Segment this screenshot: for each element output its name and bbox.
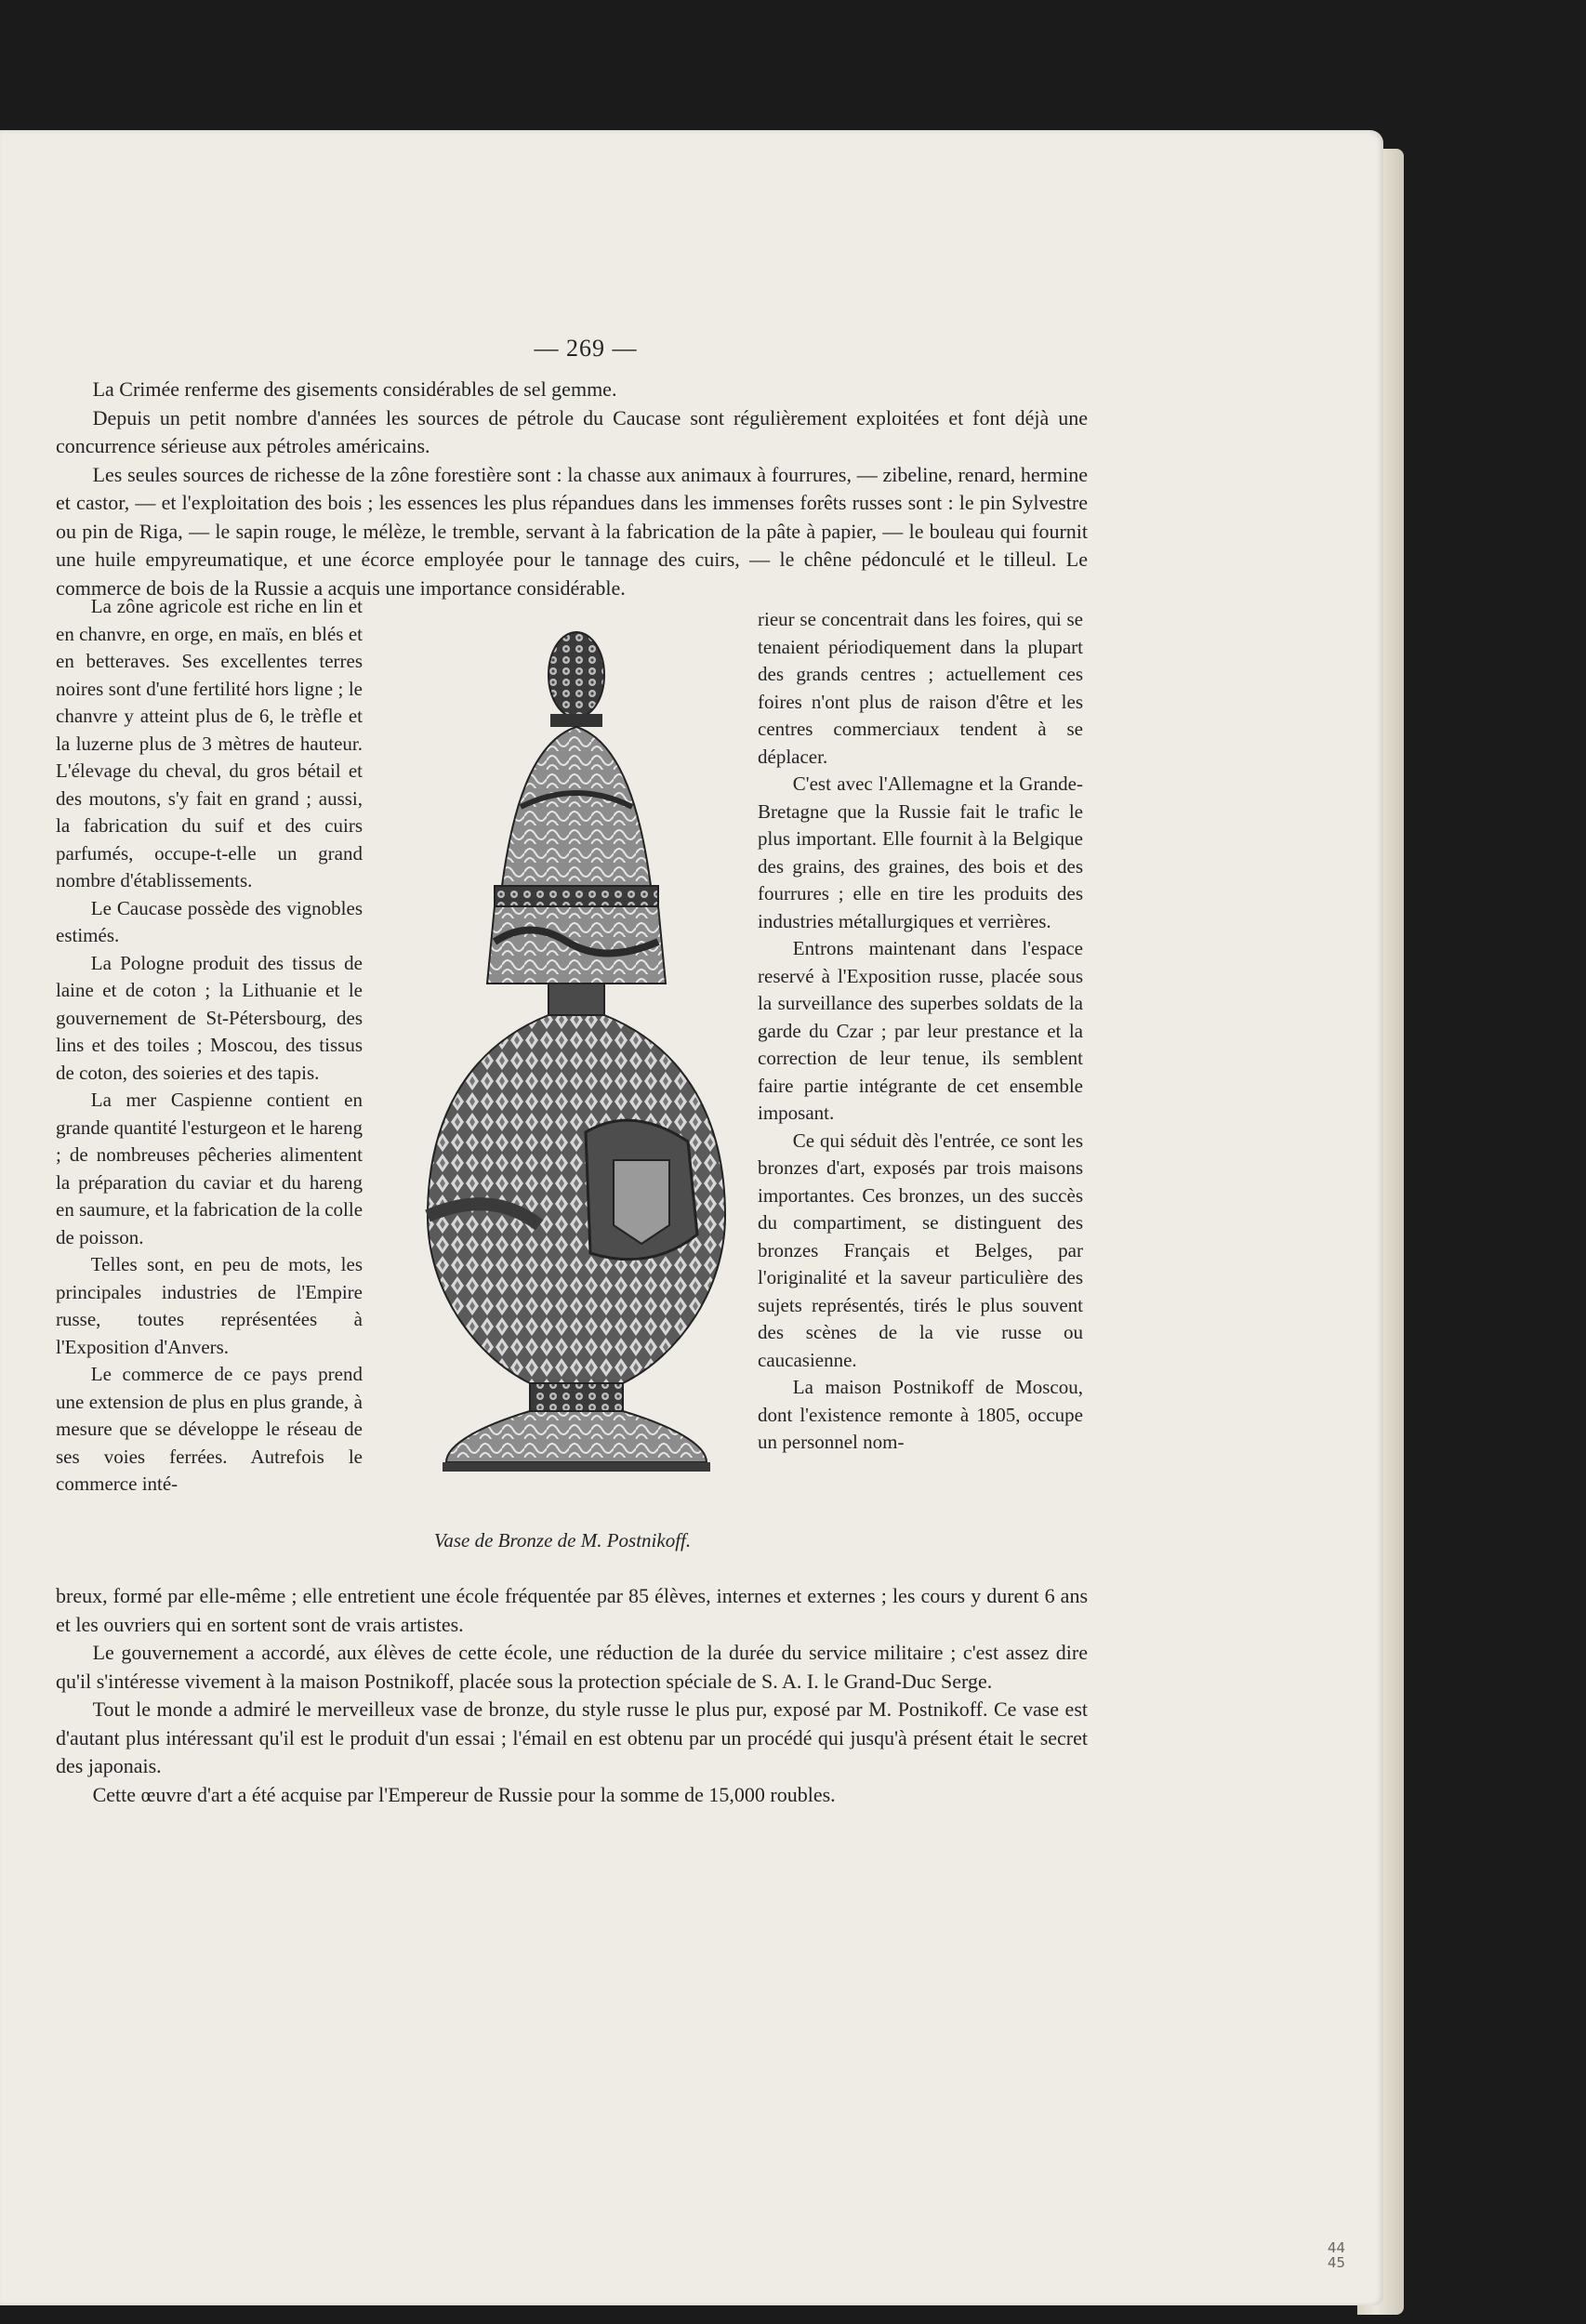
paragraph-caucase: Le Caucase possède des vignobles estimés.: [56, 896, 363, 946]
paragraph-commerce: Le commerce de ce pays prend une extension de plus en plus grande, à mesure que se développe le réseau de ses voies ferrées. Autrefois le commerce inté-: [56, 1363, 363, 1495]
paragraph-bronzes: Ce qui séduit dès l'entrée, ce sont les bronzes d'art, exposés par trois maisons importantes. Ces bronzes, un des succès du compartiment, se distinguent des bronzes Français et Belges, par l'originalité et la saveur particulière des sujets représentés, tirés le plus souvent des scènes de la vie russe ou caucasienne.: [758, 1129, 1083, 1371]
paragraph-caspienne: La mer Caspienne contient en grande quantité l'esturgeon et le hareng ; de nombreuses pêcheries alimentent la préparation du caviar et du hareng en saumure, et la fabrication de la colle de poisson.: [56, 1089, 363, 1248]
margin-note-top: 44: [1328, 2239, 1346, 2256]
paragraph-pologne: La Pologne produit des tissus de laine et de coton ; la Lithuanie et le gouvernement de St-Pétersbourg, des lins et des toiles ; Moscou, des tissus de coton, des soieries et des tapis.: [56, 951, 363, 1084]
margin-pencil-note: [1328, 2240, 1345, 2270]
paragraph-agricole: La zône agricole est riche en lin et en chanvre, en orge, en maïs, en blés et en betteraves. Ses excellentes terres noires sont d'une fertilité hors ligne ; le chanvre y atteint plus de 6, le trèfle et la luzerne plus de 3 mètres de hauteur. L'élevage du cheval, du gros bétail et des moutons, s'y fait en grand ; aussi, la fabrication du suif et des cuirs parfumés, occupe-t-elle un grand nombre d'établissements.: [56, 595, 363, 891]
paragraph-foret: Les seules sources de richesse de la zône forestière sont : la chasse aux animaux à fourrures, — zibeline, renard, hermine et castor, — et l'exploitation des bois ; les essences les plus répandues dans les immenses forêts russes sont : le pin Sylvestre ou pin de Riga, — le sapin rouge, le mélèze, le tremble, servant à la fabrication de la pâte à papier, — le bouleau qui fournit une huile empyreumatique, et une écorce employée pour le tannage des cuirs, — le chêne pédonculé et le tilleul. Le commerce de bois de la Russie a acquis une importance considérable.: [56, 462, 1088, 600]
intro-text: [56, 376, 1088, 602]
paragraph-postnikoff: La maison Postnikoff de Moscou, dont l'existence remonte à 1805, occupe un personnel nom-: [758, 1376, 1083, 1453]
closing-text: [56, 1582, 1088, 1809]
paragraph-vase: Tout le monde a admiré le merveilleux vase de bronze, du style russe le plus pur, exposé par M. Postnikoff. Ce vase est d'autant plus intéressant qu'il est le produit d'un essai ; l'émail en est obtenu par un procédé qui jusqu'à présent était le secret des japonais.: [56, 1697, 1088, 1777]
paragraph-ecole: breux, formé par elle-même ; elle entretient une école fréquentée par 85 élèves, internes et externes ; les cours y durent 6 ans et les ouvriers qui en sortent sont de vrais artistes.: [56, 1584, 1088, 1636]
margin-note-bottom: 45: [1328, 2254, 1346, 2271]
figure-caption: Vase de Bronze de M. Postnikoff.: [433, 1529, 692, 1552]
paragraph-industries: Telles sont, en peu de mots, les principales industries de l'Empire russe, toutes représentées à l'Exposition d'Anvers.: [56, 1253, 363, 1358]
paragraph-allemagne: C'est avec l'Allemagne et la Grande-Bretagne que la Russie fait le trafic le plus important. Elle fournit à la Belgique des grains, des graines, des bois et des fourrures ; elle en tire les produits des industries métallurgiques et verrières.: [758, 772, 1083, 932]
left-column: [56, 593, 363, 1499]
right-column: [758, 606, 1083, 1457]
paragraph-petrole: Depuis un petit nombre d'années les sources de pétrole du Caucase sont régulièrement exploitées et font déjà une concurrence sérieuse aux pétroles américains.: [56, 405, 1088, 457]
vase-engraving: [390, 621, 744, 1476]
paragraph-acquisition: Cette œuvre d'art a été acquise par l'Empereur de Russie pour la somme de 15,000 roubles.: [92, 1782, 836, 1806]
paragraph-foires: rieur se concentrait dans les foires, qui se tenaient périodiquement dans la plupart des grands centres ; actuellement ces foires n'ont plus de raison d'être et les centres commerciaux tendent à se déplacer.: [758, 608, 1083, 768]
paragraph-exposition: Entrons maintenant dans l'espace reservé à l'Exposition russe, placée sous la surveillance des superbes soldats de la garde du Czar ; par leur prestance et la correction de leur tenue, ils semblent faire partie intégrante de cet ensemble imposant.: [758, 937, 1083, 1124]
page-number: — 269 —: [534, 335, 638, 362]
paragraph-crimee: La Crimée renferme des gisements considérables de sel gemme.: [92, 377, 617, 401]
vase-illustration: [390, 621, 744, 1476]
paragraph-gouvernement: Le gouvernement a accordé, aux élèves de cette école, une réduction de la durée du service militaire ; c'est assez dire qu'il s'intéresse vivement à la maison Postnikoff, placée sous la protection spéciale de S. A. I. le Grand-Duc Serge.: [56, 1641, 1088, 1693]
